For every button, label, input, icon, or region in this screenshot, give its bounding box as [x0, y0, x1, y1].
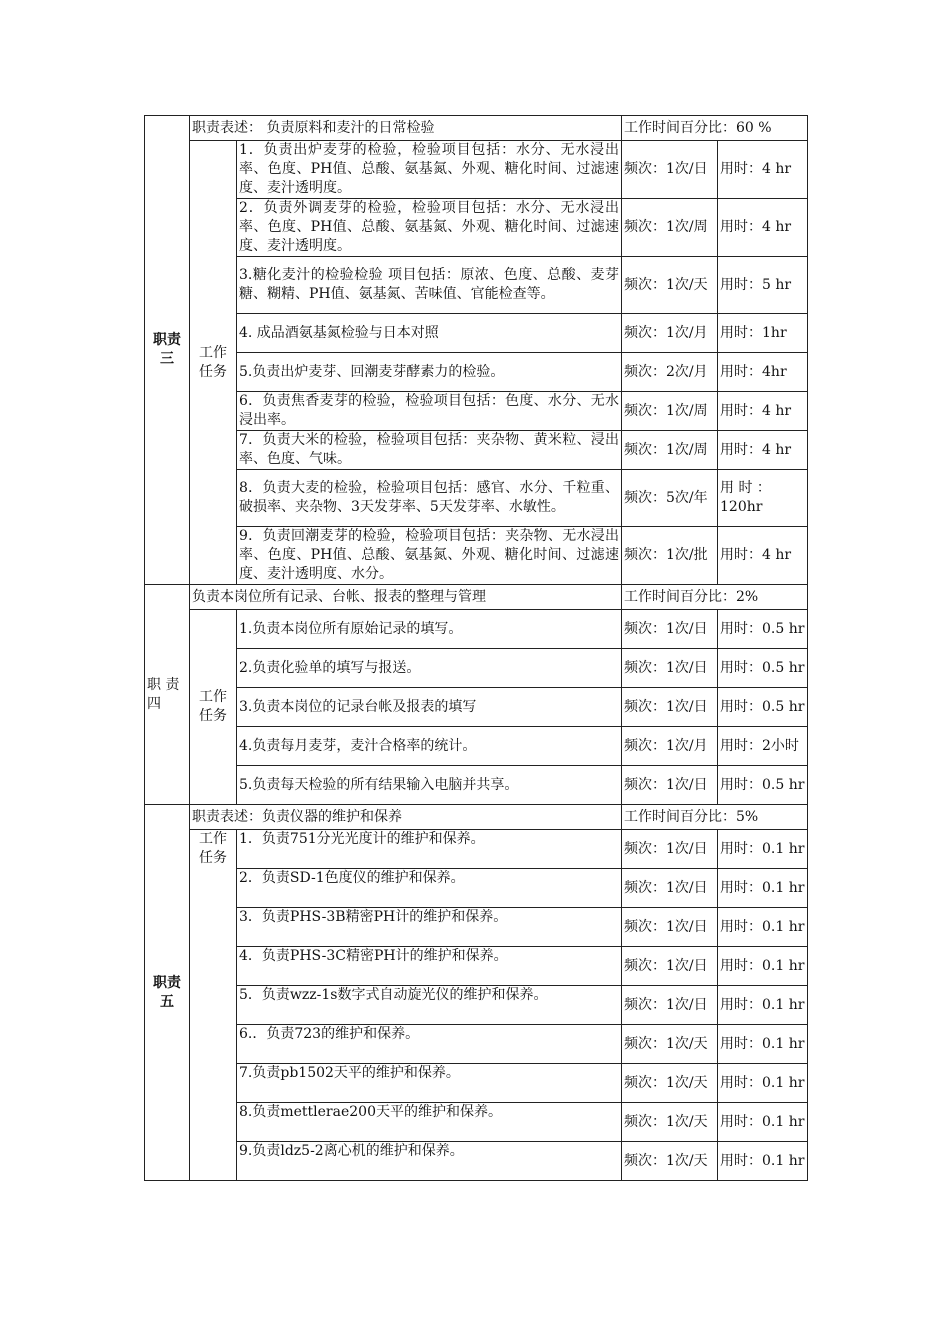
task-text: 9．负责回潮麦芽的检验，检验项目包括：夹杂物、无水浸出率、色度、PH值、总酸、氨基氮、外观、糖化时间、过滤速度、麦汁透明度、水分。 — [237, 527, 622, 585]
task-frequency: 频次：1次/日 — [622, 610, 718, 649]
task-frequency: 频次：1次/天 — [622, 1103, 718, 1142]
task-row — [145, 947, 808, 986]
task-frequency: 频次：1次/天 — [622, 257, 718, 314]
task-frequency: 频次：1次/日 — [622, 766, 718, 805]
task-text: 7．负责大米的检验，检验项目包括：夹杂物、黄米粒、浸出率、色度、气味。 — [237, 431, 622, 470]
task-row — [145, 830, 808, 869]
task-text: 4.负责每月麦芽，麦汁合格率的统计。 — [237, 727, 622, 766]
task-text: 5.负责每天检验的所有结果输入电脑并共享。 — [237, 766, 622, 805]
task-row — [145, 392, 808, 431]
task-frequency: 频次：1次/日 — [622, 908, 718, 947]
task-text: 8．负责大麦的检验，检验项目包括：感官、水分、千粒重、破损率、夹杂物、3天发芽率、5天发芽率、水敏性。 — [237, 470, 622, 527]
task-hours: 用时：0.1 hr — [718, 1025, 808, 1064]
task-row — [145, 1103, 808, 1142]
task-hours: 用时：2小时 — [718, 727, 808, 766]
task-row — [145, 353, 808, 392]
task-text: 1．负责出炉麦芽的检验，检验项目包括：水分、无水浸出率、色度、PH值、总酸、氨基氮、外观、糖化时间、过滤速度、麦汁透明度。 — [237, 141, 622, 199]
task-text: 7.负责pb1502天平的维护和保养。 — [237, 1064, 622, 1103]
duty-table-body — [145, 116, 808, 1181]
task-row — [145, 431, 808, 470]
task-frequency: 频次：1次/天 — [622, 1064, 718, 1103]
task-text: 2．负责SD-1色度仪的维护和保养。 — [237, 869, 622, 908]
work-task-label: 工作任务 — [190, 141, 237, 585]
task-text: 2．负责外调麦芽的检验，检验项目包括：水分、无水浸出率、色度、PH值、总酸、氨基氮、外观、糖化时间、过滤速度、麦汁透明度。 — [237, 199, 622, 257]
task-text: 6．负责焦香麦芽的检验，检验项目包括：色度、水分、无水浸出率。 — [237, 392, 622, 431]
task-text: 6.．负责723的维护和保养。 — [237, 1025, 622, 1064]
task-row — [145, 766, 808, 805]
task-text: 4．负责PHS-3C精密PH计的维护和保养。 — [237, 947, 622, 986]
task-row — [145, 199, 808, 257]
task-row — [145, 986, 808, 1025]
work-task-label: 工作任务 — [190, 830, 237, 1181]
task-frequency: 频次：1次/日 — [622, 830, 718, 869]
task-hours: 用时：4 hr — [718, 141, 808, 199]
task-frequency: 频次：1次/天 — [622, 1142, 718, 1181]
task-row — [145, 649, 808, 688]
section-description: 职责表述：负责仪器的维护和保养 — [190, 805, 622, 830]
task-frequency: 频次：1次/周 — [622, 199, 718, 257]
task-hours: 用时：1hr — [718, 314, 808, 353]
task-row — [145, 908, 808, 947]
section-header-row — [145, 116, 808, 141]
task-frequency: 频次：2次/月 — [622, 353, 718, 392]
task-hours: 用时：4 hr — [718, 392, 808, 431]
task-frequency: 频次：1次/周 — [622, 392, 718, 431]
task-hours: 用时：0.1 hr — [718, 947, 808, 986]
task-frequency: 频次：1次/日 — [622, 947, 718, 986]
task-text: 8.负责mettlerae200天平的维护和保养。 — [237, 1103, 622, 1142]
task-row — [145, 869, 808, 908]
task-text: 3.糖化麦汁的检验检验 项目包括：原浓、色度、总酸、麦芽糖、糊精、PH值、氨基氮、苦味值、官能检查等。 — [237, 257, 622, 314]
task-text: 3.负责本岗位的记录台帐及报表的填写 — [237, 688, 622, 727]
task-frequency: 频次：1次/批 — [622, 527, 718, 585]
section-description: 职责表述： 负责原料和麦汁的日常检验 — [190, 116, 622, 141]
task-frequency: 频次：1次/周 — [622, 431, 718, 470]
task-hours: 用时：0.1 hr — [718, 986, 808, 1025]
task-hours: 用时：0.1 hr — [718, 1103, 808, 1142]
task-frequency: 频次：1次/天 — [622, 1025, 718, 1064]
task-row — [145, 1142, 808, 1181]
task-hours: 用时：0.5 hr — [718, 688, 808, 727]
task-text: 1．负责751分光光度计的维护和保养。 — [237, 830, 622, 869]
section-label: 职责三 — [145, 116, 190, 585]
task-frequency: 频次：1次/日 — [622, 986, 718, 1025]
task-hours: 用时：0.1 hr — [718, 908, 808, 947]
task-row — [145, 610, 808, 649]
task-text: 9.负责ldz5-2离心机的维护和保养。 — [237, 1142, 622, 1181]
task-hours: 用时：0.5 hr — [718, 649, 808, 688]
task-text: 4. 成品酒氨基氮检验与日本对照 — [237, 314, 622, 353]
task-row — [145, 141, 808, 199]
task-frequency: 频次：1次/月 — [622, 727, 718, 766]
task-hours: 用时：0.1 hr — [718, 869, 808, 908]
task-hours: 用时：0.1 hr — [718, 830, 808, 869]
task-frequency: 频次：1次/月 — [622, 314, 718, 353]
task-hours: 用 时 ：120hr — [718, 470, 808, 527]
task-hours: 用时：4hr — [718, 353, 808, 392]
time-percent: 工作时间百分比：2% — [622, 585, 808, 610]
task-row — [145, 314, 808, 353]
task-text: 5．负责wzz-1s数字式自动旋光仪的维护和保养。 — [237, 986, 622, 1025]
task-row — [145, 527, 808, 585]
task-hours: 用时：4 hr — [718, 527, 808, 585]
task-text: 5.负责出炉麦芽、回潮麦芽酵素力的检验。 — [237, 353, 622, 392]
task-row — [145, 1064, 808, 1103]
task-frequency: 频次：1次/日 — [622, 869, 718, 908]
task-hours: 用时：0.5 hr — [718, 610, 808, 649]
task-frequency: 频次：1次/日 — [622, 688, 718, 727]
task-hours: 用时：4 hr — [718, 199, 808, 257]
section-description: 负责本岗位所有记录、台帐、报表的整理与管理 — [190, 585, 622, 610]
section-label: 职 责四 — [145, 585, 190, 805]
time-percent: 工作时间百分比：5% — [622, 805, 808, 830]
section-header-row — [145, 585, 808, 610]
task-text: 3．负责PHS-3B精密PH计的维护和保养。 — [237, 908, 622, 947]
task-row — [145, 257, 808, 314]
task-row — [145, 688, 808, 727]
duty-table — [144, 115, 808, 1181]
task-hours: 用时：0.1 hr — [718, 1142, 808, 1181]
task-hours: 用时：0.1 hr — [718, 1064, 808, 1103]
task-frequency: 频次：1次/日 — [622, 141, 718, 199]
task-hours: 用时：0.5 hr — [718, 766, 808, 805]
task-hours: 用时：5 hr — [718, 257, 808, 314]
task-row — [145, 470, 808, 527]
task-text: 2.负责化验单的填写与报送。 — [237, 649, 622, 688]
section-label: 职责五 — [145, 805, 190, 1181]
task-row — [145, 1025, 808, 1064]
task-row — [145, 727, 808, 766]
task-text: 1.负责本岗位所有原始记录的填写。 — [237, 610, 622, 649]
task-hours: 用时：4 hr — [718, 431, 808, 470]
task-frequency: 频次：5次/年 — [622, 470, 718, 527]
work-task-label: 工作任务 — [190, 610, 237, 805]
time-percent: 工作时间百分比：60 % — [622, 116, 808, 141]
section-header-row — [145, 805, 808, 830]
task-frequency: 频次：1次/日 — [622, 649, 718, 688]
